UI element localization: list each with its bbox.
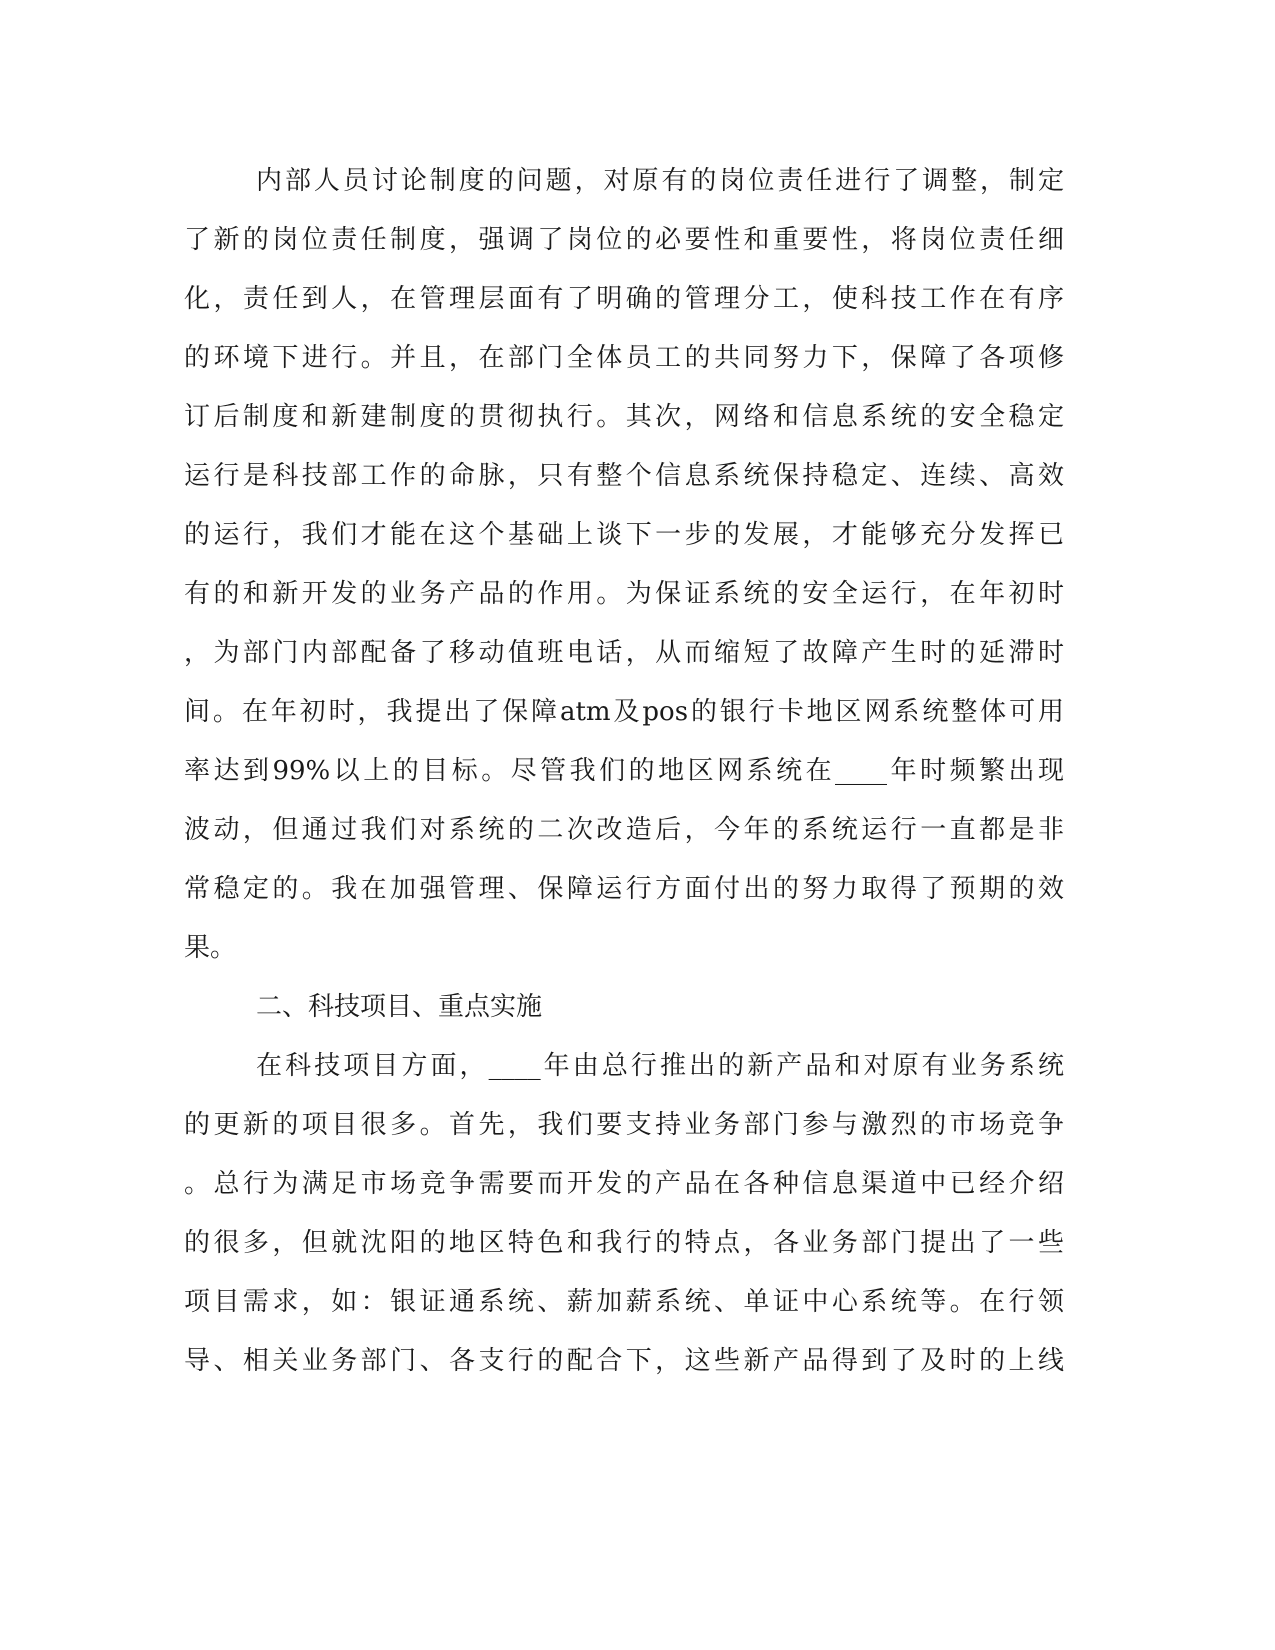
- paragraph-line: 的运行，我们才能在这个基础上谈下一步的发展，才能够充分发挥已: [184, 520, 1064, 550]
- paragraph-line: 了新的岗位责任制度，强调了岗位的必要性和重要性，将岗位责任细: [184, 225, 1064, 255]
- paragraph-line: 果。: [184, 933, 237, 963]
- paragraph-line: 波动，但通过我们对系统的二次改造后，今年的系统运行一直都是非: [184, 815, 1064, 845]
- paragraph-line: 率达到99%以上的目标。尽管我们的地区网系统在____年时频繁出现: [184, 756, 1064, 786]
- paragraph-line: 。总行为满足市场竞争需要而开发的产品在各种信息渠道中已经介绍: [184, 1169, 1064, 1199]
- document-body: [184, 152, 1064, 1391]
- paragraph-line: 内部人员讨论制度的问题，对原有的岗位责任进行了调整，制定: [256, 166, 1064, 196]
- section-heading: 二、科技项目、重点实施: [256, 992, 543, 1022]
- paragraph-line: 导、相关业务部门、各支行的配合下，这些新产品得到了及时的上线: [184, 1346, 1064, 1376]
- paragraph-line: 的更新的项目很多。首先，我们要支持业务部门参与激烈的市场竞争: [184, 1110, 1064, 1140]
- paragraph-line: 间。在年初时，我提出了保障atm及pos的银行卡地区网系统整体可用: [184, 697, 1064, 727]
- paragraph-line: 订后制度和新建制度的贯彻执行。其次，网络和信息系统的安全稳定: [184, 402, 1064, 432]
- paragraph-2: [184, 1037, 1064, 1391]
- paragraph-line: 项目需求，如：银证通系统、薪加薪系统、单证中心系统等。在行领: [184, 1287, 1064, 1317]
- paragraph-line: ，为部门内部配备了移动值班电话，从而缩短了故障产生时的延滞时: [184, 638, 1064, 668]
- paragraph-line: 在科技项目方面，____年由总行推出的新产品和对原有业务系统: [256, 1051, 1064, 1081]
- paragraph-line: 常稳定的。我在加强管理、保障运行方面付出的努力取得了预期的效: [184, 874, 1064, 904]
- paragraph-line: 运行是科技部工作的命脉，只有整个信息系统保持稳定、连续、高效: [184, 461, 1064, 491]
- paragraph-line: 有的和新开发的业务产品的作用。为保证系统的安全运行，在年初时: [184, 579, 1064, 609]
- paragraph-line: 的环境下进行。并且，在部门全体员工的共同努力下，保障了各项修: [184, 343, 1064, 373]
- paragraph-1: [184, 152, 1064, 978]
- paragraph-line: 化，责任到人，在管理层面有了明确的管理分工，使科技工作在有序: [184, 284, 1064, 314]
- paragraph-line: 的很多，但就沈阳的地区特色和我行的特点，各业务部门提出了一些: [184, 1228, 1064, 1258]
